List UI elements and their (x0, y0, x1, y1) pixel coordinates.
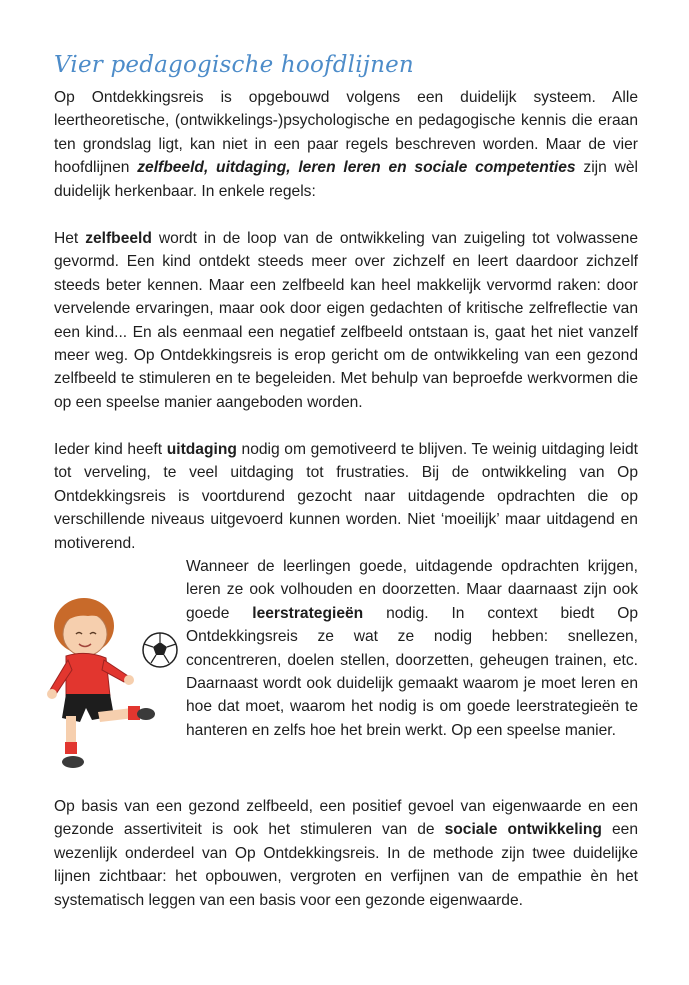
standing-shoe (62, 756, 84, 768)
zelfbeeld-paragraph (54, 227, 638, 414)
child-kicking-ball-icon (36, 592, 182, 780)
uitdaging-text-b: nodig om gemotiveerd te blijven. Te weinig uitdaging leidt tot verveling, te veel uitdaging tot frustraties. Bij de ontwikkeling van Op Ontdekkingsreis is voortdurend gezocht naar uitdagende opdrachten die op verschillende niveaus uitgevoerd kunnen worden. Niet ‘moeilijk’ maar uitdagend en motiverend. (54, 441, 638, 552)
standing-sock (65, 742, 77, 754)
zelfbeeld-text-a: Het (54, 230, 86, 247)
page-title: Vier pedagogische hoofdlijnen (54, 52, 414, 78)
left-hand (47, 689, 57, 699)
shirt-shape (66, 653, 110, 699)
leren-leren-text-b: nodig. In context biedt Op Ontdekkingsreis ze wat ze nodig hebben: snellezen, concentreren, doelen stellen, doorzetten, geheugen trainen, etc. Daarnaast wordt ook duidelijk gemaakt waarom je moet leren en hoe dat moet, waarom het nodig is om goede leerstrategieën te hanteren en zelfs hoe het brein werkt. Op een speelse manier. (186, 604, 638, 739)
sociaal-keyword: sociale ontwikkeling (444, 821, 602, 839)
zelfbeeld-keyword: zelfbeeld (85, 230, 152, 247)
leren-leren-text-a: Wanneer de leerlingen goede, uitdagende opdrachten krijgen, leren ze ook volhouden en doorzetten. Maar daarnaast zijn ook goede (186, 558, 638, 622)
uitdaging-text-a: Ieder kind heeft (54, 441, 167, 458)
intro-text-b: zijn wèl duidelijk herkenbaar. In enkele regels: (54, 159, 638, 200)
intro-text-a: Op Ontdekkingsreis is opgebouwd volgens een duidelijk systeem. Alle leertheoretische, (ontwikkelings-)psychologische en pedagogische kennis die eraan ten grondslag ligt, kan niet in een paar regels beschreven worden. Maar de vier hoofdlijnen (54, 89, 638, 177)
soccer-ball-icon (143, 633, 177, 667)
intro-emphasis: zelfbeeld, uitdaging, leren leren en sociale competenties (137, 159, 576, 177)
uitdaging-keyword: uitdaging (166, 441, 237, 458)
leren-leren-keyword: leerstrategieën (252, 604, 364, 622)
right-hand (124, 675, 134, 685)
sociaal-text-a: Op basis van een gezond zelfbeeld, een positief gevoel van eigenwaarde en een gezonde assertiviteit is ook het stimuleren van de (54, 798, 638, 839)
leren-leren-paragraph (186, 555, 638, 742)
zelfbeeld-text-b: wordt in de loop van de ontwikkeling van zuigeling tot volwassene gevormd. Een kind ontdekt steeds meer over zichzelf en leert daardoor zichzelf steeds beter kennen. Maar een zelfbeeld kan heel makkelijk vervormd raken: door vervelende ervaringen, maar ook door eigen gedachten of kritische zelfreflectie van een kind... En als eenmaal een negatief zelfbeeld ontstaan is, gaat het niet vanzelf meer weg. Op Ontdekkingsreis is erop gericht om de ontwikkeling van een gezond zelfbeeld te stimuleren en te begeleiden. Met behulp van beproefde werkvormen die op een speelse manier aangeboden worden. (54, 230, 638, 411)
uitdaging-paragraph (54, 438, 638, 555)
kicking-shoe (137, 708, 155, 720)
sociaal-paragraph (54, 795, 638, 912)
intro-paragraph (54, 86, 638, 203)
sociaal-text-b: een wezenlijk onderdeel van Op Ontdekkingsreis. In de methode zijn twee duidelijke lijnen zichtbaar: het opbouwen, vergroten en verfijnen van de empathie èn het systematisch leggen van een basis voor een gezonde eigenwaarde. (54, 821, 639, 909)
